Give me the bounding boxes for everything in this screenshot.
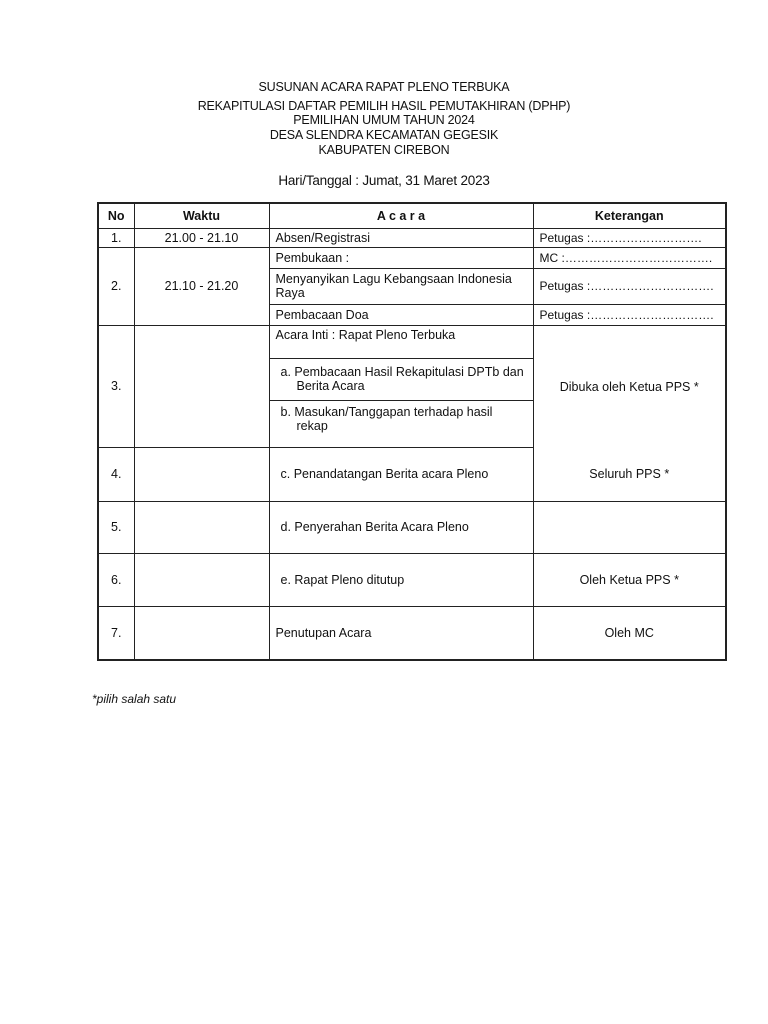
row-time — [134, 325, 269, 448]
row-number: 6. — [98, 553, 134, 606]
col-header-acara: A c a r a — [269, 203, 533, 229]
row-time: 21.00 - 21.10 — [134, 229, 269, 248]
table-row — [98, 607, 726, 660]
row-activity: c. Penandatangan Berita acara Pleno — [269, 448, 533, 501]
table-row — [98, 229, 726, 248]
row-activity: a. Pembacaan Hasil Rekapitulasi DPTb dan Berita Acara — [269, 358, 533, 400]
row-activity: Pembacaan Doa — [269, 304, 533, 325]
row-activity: Menyanyikan Lagu Kebangsaan Indonesia Raya — [269, 269, 533, 304]
row-time — [134, 448, 269, 501]
row-time — [134, 553, 269, 606]
doc-date: Hari/Tanggal : Jumat, 31 Maret 2023 — [278, 173, 490, 188]
row-activity: Penutupan Acara — [269, 607, 533, 660]
row-activity: b. Masukan/Tanggapan terhadap hasil rekap — [269, 401, 533, 448]
doc-subtitle-1: REKAPITULASI DAFTAR PEMILIH HASIL PEMUTAKHIRAN (DPHP) — [197, 99, 571, 113]
row-time: 21.10 - 21.20 — [134, 248, 269, 325]
doc-subtitle-3: DESA SLENDRA KECAMATAN GEGESIK — [269, 128, 499, 142]
table-row — [98, 553, 726, 606]
row-number: 2. — [98, 248, 134, 325]
row-note: Oleh MC — [533, 607, 726, 660]
footnote: *pilih salah satu — [92, 692, 177, 706]
row-time — [134, 501, 269, 553]
row-time — [134, 607, 269, 660]
row-activity: Pembukaan : — [269, 248, 533, 269]
row-activity: Absen/Registrasi — [269, 229, 533, 248]
agenda-table — [97, 202, 727, 661]
row-note: Seluruh PPS * — [533, 448, 726, 501]
row-note: Oleh Ketua PPS * — [533, 553, 726, 606]
doc-subtitle-2: PEMILIHAN UMUM TAHUN 2024 — [293, 113, 475, 127]
row-number: 7. — [98, 607, 134, 660]
row-number: 5. — [98, 501, 134, 553]
row-activity: e. Rapat Pleno ditutup — [269, 553, 533, 606]
col-header-waktu: Waktu — [134, 203, 269, 229]
row-activity: d. Penyerahan Berita Acara Pleno — [269, 501, 533, 553]
table-row — [98, 325, 726, 358]
table-header-row — [98, 203, 726, 229]
doc-title: SUSUNAN ACARA RAPAT PLENO TERBUKA — [258, 80, 510, 94]
row-note — [533, 501, 726, 553]
doc-subtitle-4: KABUPATEN CIREBON — [318, 143, 450, 157]
row-activity: Acara Inti : Rapat Pleno Terbuka — [269, 325, 533, 358]
row-number: 4. — [98, 448, 134, 501]
table-row — [98, 248, 726, 269]
row-number: 3. — [98, 325, 134, 448]
col-header-keterangan: Keterangan — [533, 203, 726, 229]
table-row — [98, 448, 726, 501]
row-note: MC :………………………………. — [533, 248, 726, 269]
row-note: Petugas :………………………. — [533, 229, 726, 248]
row-note: Dibuka oleh Ketua PPS * — [533, 325, 726, 448]
table-row — [98, 501, 726, 553]
row-number: 1. — [98, 229, 134, 248]
row-note: Petugas :…………………………. — [533, 304, 726, 325]
col-header-no: No — [98, 203, 134, 229]
row-note: Petugas :…………………………. — [533, 269, 726, 304]
